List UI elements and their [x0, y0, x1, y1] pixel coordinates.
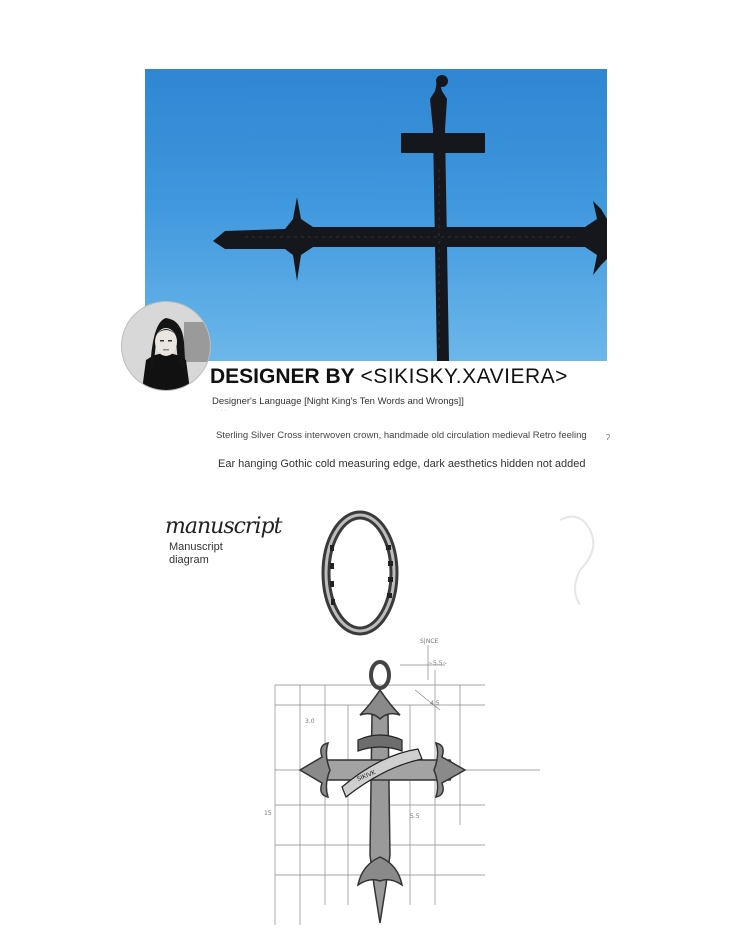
iron-cross-illustration: [145, 69, 607, 361]
earring-sketch-diagram: [250, 505, 550, 930]
designer-language: Designer's Language [Night King's Ten Words and Wrongs]]: [212, 396, 464, 407]
svg-text:4.5: 4.5: [430, 700, 440, 707]
description-line-1-tail: ʔ: [606, 433, 610, 442]
manuscript-label: Manuscript diagram: [169, 541, 223, 566]
svg-text:SIKIVK: SIKIVK: [356, 769, 377, 783]
svg-text:3.0: 3.0: [305, 718, 315, 725]
designer-title: [210, 364, 568, 390]
designer-name: <SIKISKY.XAVIERA>: [360, 365, 568, 388]
portrait-illustration: [122, 302, 210, 390]
faint-divider: · · ·: [216, 407, 227, 414]
designer-title-label: DESIGNER BY: [210, 365, 355, 388]
svg-text:S|NCE: S|NCE: [420, 638, 439, 645]
description-line-1: Sterling Silver Cross interwoven crown, handmade old circulation medieval Retro feeling: [216, 430, 587, 441]
svg-text:~5.5~: ~5.5~: [428, 660, 448, 667]
designer-avatar: [122, 302, 210, 390]
hero-cross-photo: [145, 69, 607, 361]
faint-ghost-sketch: [540, 510, 610, 610]
manuscript-script-word: manuscript: [165, 514, 282, 539]
cross-earring-illustration: [250, 505, 550, 930]
svg-text:15: 15: [264, 810, 272, 817]
svg-text:5.5: 5.5: [410, 813, 420, 820]
description-line-2: Ear hanging Gothic cold measuring edge, dark aesthetics hidden not added: [218, 458, 586, 470]
